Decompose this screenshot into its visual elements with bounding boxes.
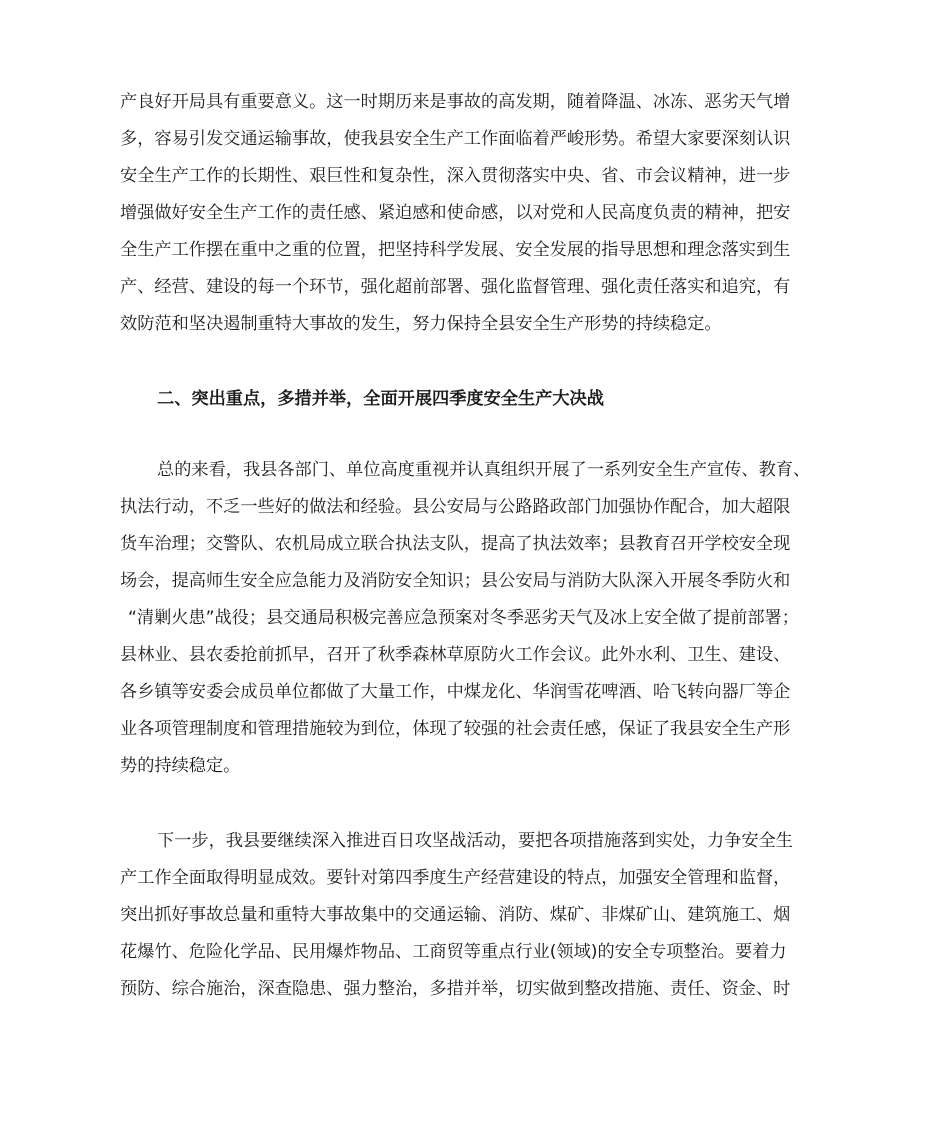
paragraph-2-line: 执法行动，不乏一些好的做法和经验。县公安局与公路路政部门加强协作配合，加大超限 (120, 497, 791, 517)
paragraph-1-line: 多，容易引发交通运输事故，使我县安全生产工作面临着严峻形势。希望大家要深刻认识 (120, 129, 791, 149)
paragraph-2-line: 货车治理；交警队、农机局成立联合执法支队，提高了执法效率；县教育召开学校安全现 (120, 534, 791, 554)
paragraph-2-line: 总的来看，我县各部门、单位高度重视并认真组织开展了一系列安全生产宣传、教育、 (157, 460, 811, 480)
paragraph-2-line: “清剿火患”战役；县交通局积极完善应急预案对冬季恶劣天气及冰上安全做了提前部署； (128, 608, 799, 628)
paragraph-1-line: 增强做好安全生产工作的责任感、紧迫感和使命感，以对党和人民高度负责的精神，把安 (120, 203, 791, 223)
paragraph-2-line: 业各项管理制度和管理措施较为到位，体现了较强的社会责任感，保证了我县安全生产形 (120, 719, 791, 739)
paragraph-1-line: 安全生产工作的长期性、艰巨性和复杂性，深入贯彻落实中央、省、市会议精神，进一步 (120, 166, 791, 186)
paragraph-2-line: 场会，提高师生安全应急能力及消防安全知识；县公安局与消防大队深入开展冬季防火和 (120, 571, 791, 591)
paragraph-3-line: 花爆竹、危险化学品、民用爆炸物品、工商贸等重点行业(领域)的安全专项整治。要着力 (120, 942, 787, 962)
section-heading: 二、突出重点，多措并举，全面开展四季度安全生产大决战 (157, 389, 604, 409)
paragraph-1-line: 产、经营、建设的每一个环节，强化超前部署、强化监督管理、强化责任落实和追究，有 (120, 277, 791, 297)
paragraph-2-line: 各乡镇等安委会成员单位都做了大量工作，中煤龙化、华润雪花啤酒、哈飞转向器厂等企 (120, 682, 791, 702)
paragraph-2-line: 县林业、县农委抢前抓早，召开了秋季森林草原防火工作会议。此外水利、卫生、建设、 (120, 645, 791, 665)
paragraph-3-line: 预防、综合施治，深查隐患、强力整治，多措并举，切实做到整改措施、责任、资金、时 (120, 979, 791, 999)
paragraph-3-line: 突出抓好事故总量和重特大事故集中的交通运输、消防、煤矿、非煤矿山、建筑施工、烟 (120, 905, 791, 925)
paragraph-1-line: 产良好开局具有重要意义。这一时期历来是事故的高发期，随着降温、冰冻、恶劣天气增 (120, 92, 791, 112)
paragraph-3-line: 下一步，我县要继续深入推进百日攻坚战活动，要把各项措施落到实处，力争安全生 (157, 831, 793, 851)
paragraph-3-line: 产工作全面取得明显成效。要针对第四季度生产经营建设的特点，加强安全管理和监督， (120, 868, 791, 888)
paragraph-2-line: 势的持续稳定。 (120, 756, 241, 776)
paragraph-1-line: 效防范和坚决遏制重特大事故的发生，努力保持全县安全生产形势的持续稳定。 (120, 314, 722, 334)
paragraph-1-line: 全生产工作摆在重中之重的位置，把坚持科学发展、安全发展的指导思想和理念落实到生 (120, 240, 791, 260)
